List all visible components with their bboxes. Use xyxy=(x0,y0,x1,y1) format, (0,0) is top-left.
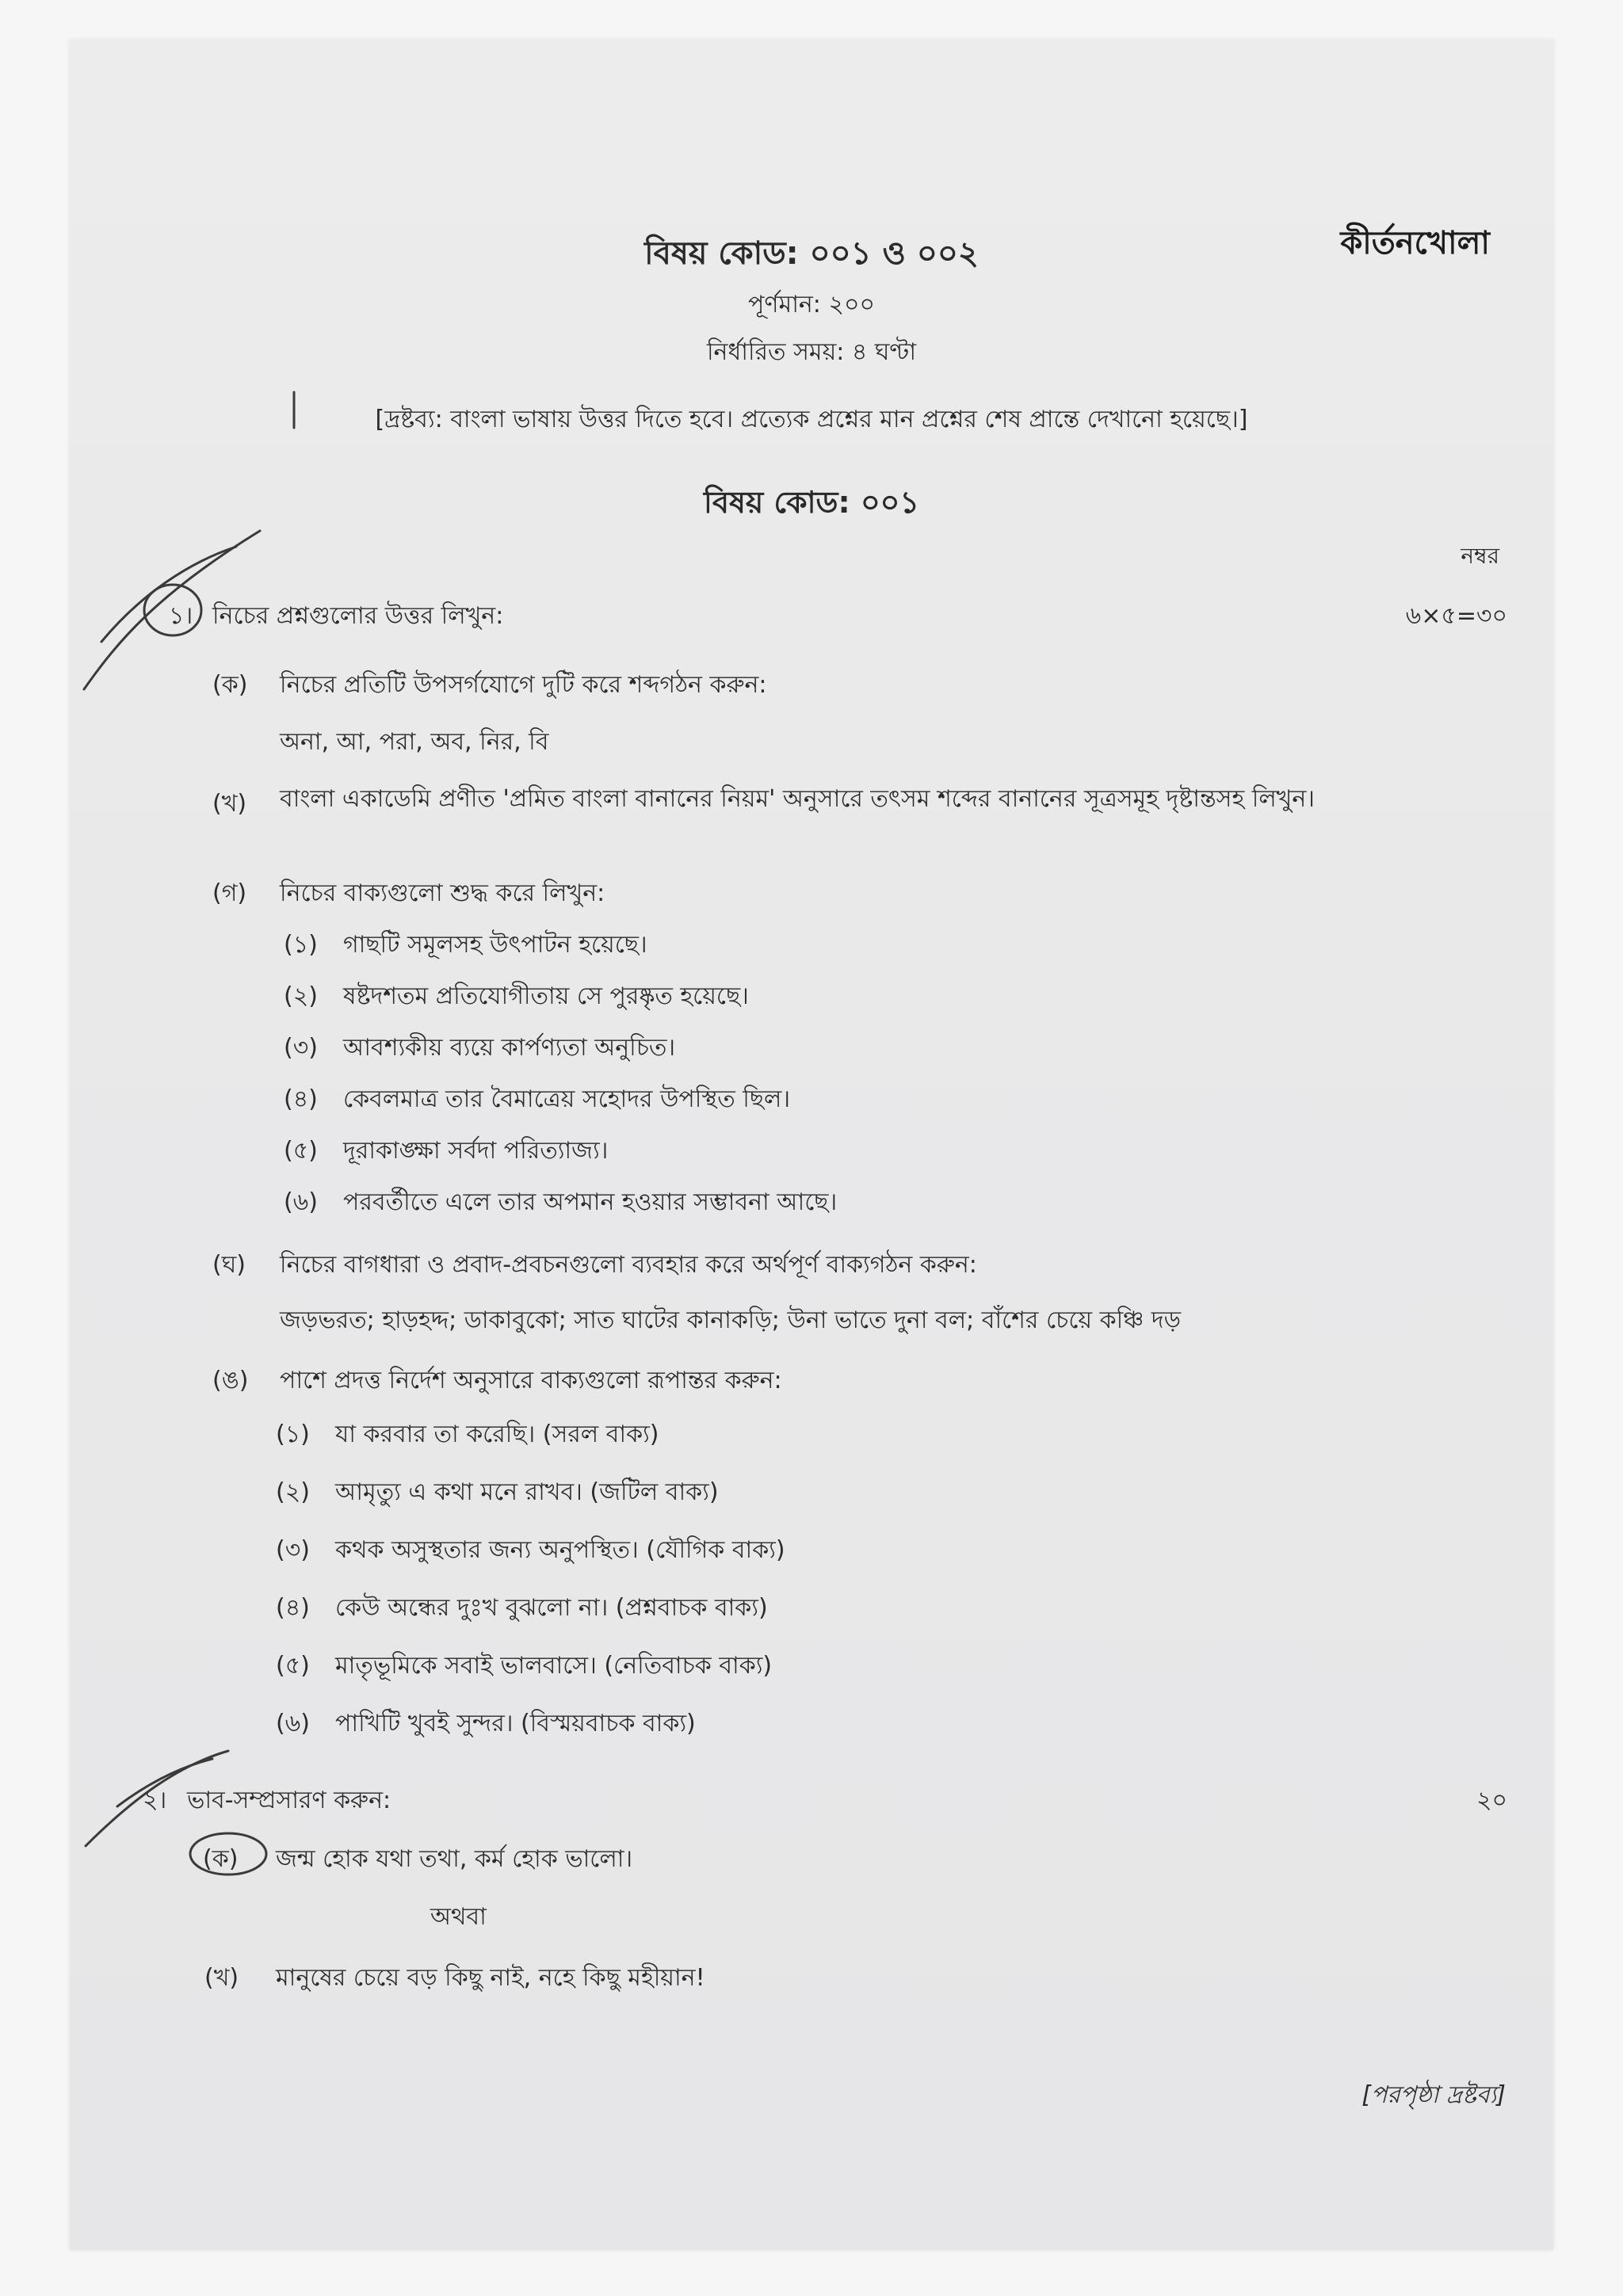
q1-ka-label: (ক) xyxy=(212,671,248,699)
q1-kha-text: বাংলা একাডেমি প্রণীত 'প্রমিত বাংলা বানানের নিয়ম' অনুসারে তৎসম শব্দের বানানের সূত্রসমূহ দৃষ্টান্তসহ লিখুন। xyxy=(280,785,1316,813)
q2-text: ভাব-সম্প্রসারণ করুন: xyxy=(187,1787,391,1814)
institution-stamp: কীর্তনখোলা xyxy=(1340,225,1490,261)
exam-paper xyxy=(70,40,1553,2250)
q1-uma-item-text: কথক অসুস্থতার জন্য অনুপস্থিত। (যৌগিক বাক্য) xyxy=(335,1536,785,1564)
q2-number: ২। xyxy=(143,1787,167,1814)
next-page-note: [পরপৃষ্ঠা দ্রষ্টব্য] xyxy=(1361,2081,1506,2109)
q1-uma-item-num: (৪) xyxy=(276,1594,310,1622)
q2-or: অথবা xyxy=(430,1903,487,1931)
q2-marks: ২০ xyxy=(1476,1787,1507,1814)
q1-marks: ৬×৫=৩০ xyxy=(1405,602,1507,630)
instruction-note: [দ্রষ্টব্য: বাংলা ভাষায় উত্তর দিতে হবে। প্রত্যেক প্রশ্নের মান প্রশ্নের শেষ প্রান্তে দেখানো হয়েছে।] xyxy=(375,406,1248,433)
q1-uma-item-text: কেউ অন্ধের দুঃখ বুঝলো না। (প্রশ্নবাচক বাক্য) xyxy=(335,1594,768,1622)
q1-kha-label: (খ) xyxy=(212,790,247,818)
q1-uma-item-text: আমৃত্যু এ কথা মনে রাখব। (জটিল বাক্য) xyxy=(335,1478,719,1506)
full-marks: পূর্ণমান: ২০০ xyxy=(748,291,875,318)
q1-ga-item-text: কেবলমাত্র তার বৈমাত্রেয় সহোদর উপস্থিত ছিল। xyxy=(343,1085,791,1113)
q1-ga-item-text: গাছটি সমূলসহ উৎপাটন হয়েছে। xyxy=(343,931,647,959)
q1-uma-item-num: (৬) xyxy=(276,1710,310,1737)
q1-uma-text: পাশে প্রদত্ত নির্দেশ অনুসারে বাক্যগুলো রূপান্তর করুন: xyxy=(280,1367,782,1394)
q1-ga-item-num: (১) xyxy=(284,931,318,959)
q1-ga-item-text: পরবর্তীতে এলে তার অপমান হওয়ার সম্ভাবনা আছে। xyxy=(343,1188,838,1216)
q1-ga-item-num: (৬) xyxy=(284,1188,318,1216)
q2-kha-label: (খ) xyxy=(204,1964,239,1992)
q1-uma-item-num: (৩) xyxy=(276,1536,310,1564)
q1-uma-item-text: যা করবার তা করেছি। (সরল বাক্য) xyxy=(335,1421,659,1448)
subject-code-title: বিষয় কোড: ০০১ ও ০০২ xyxy=(644,235,979,272)
q1-ga-item-num: (৩) xyxy=(284,1034,318,1062)
q2-ka-label: (ক) xyxy=(203,1845,239,1873)
q1-uma-label: (ঙ) xyxy=(212,1367,249,1394)
q1-gha-text: নিচের বাগধারা ও প্রবাদ-প্রবচনগুলো ব্যবহার করে অর্থপূর্ণ বাক্যগঠন করুন: xyxy=(280,1251,977,1279)
q1-uma-item-num: (৫) xyxy=(276,1652,310,1680)
q1-uma-item-text: পাখিটি খুবই সুন্দর। (বিস্ময়বাচক বাক্য) xyxy=(335,1710,696,1737)
q1-text: নিচের প্রশ্নগুলোর উত্তর লিখুন: xyxy=(212,602,504,630)
q1-uma-item-num: (১) xyxy=(276,1421,310,1448)
q1-ga-label: (গ) xyxy=(212,879,247,907)
q1-number: ১। xyxy=(169,602,193,630)
q1-ka-text: নিচের প্রতিটি উপসর্গযোগে দুটি করে শব্দগঠন করুন: xyxy=(280,671,767,699)
q2-kha-text: মানুষের চেয়ে বড় কিছু নাই, নহে কিছু মহীয়ান! xyxy=(276,1964,705,1992)
q2-ka-text: জন্ম হোক যথা তথা, কর্ম হোক ভালো। xyxy=(276,1845,633,1873)
q1-ga-text: নিচের বাক্যগুলো শুদ্ধ করে লিখুন: xyxy=(280,879,605,907)
time-allowed: নির্ধারিত সময়: ৪ ঘণ্টা xyxy=(706,338,917,366)
q1-gha-label: (ঘ) xyxy=(212,1251,246,1279)
q1-gha-items: জড়ভরত; হাড়হদ্দ; ডাকাবুকো; সাত ঘাটের কানাকড়ি; উনা ভাতে দুনা বল; বাঁশের চেয়ে কঞ্চি দড় xyxy=(280,1306,1182,1334)
q1-ga-item-num: (২) xyxy=(284,982,318,1010)
q1-ga-item-num: (৪) xyxy=(284,1085,318,1113)
q1-ga-item-text: আবশ্যকীয় ব্যয়ে কার্পণ্যতা অনুচিত। xyxy=(343,1034,676,1062)
q1-ga-item-num: (৫) xyxy=(284,1137,318,1165)
marks-heading: নম্বর xyxy=(1461,543,1499,569)
q1-ka-items: অনা, আ, পরা, অব, নির, বি xyxy=(280,728,549,756)
section-subject-code: বিষয় কোড: ০০১ xyxy=(703,485,920,520)
q1-uma-item-num: (২) xyxy=(276,1478,310,1506)
q1-ga-item-text: ষষ্টদশতম প্রতিযোগীতায় সে পুরষ্কৃত হয়েছে। xyxy=(343,982,749,1010)
q1-uma-item-text: মাতৃভূমিকে সবাই ভালবাসে। (নেতিবাচক বাক্য) xyxy=(335,1652,773,1680)
q1-ga-item-text: দূরাকাঙ্ক্ষা সর্বদা পরিত্যাজ্য। xyxy=(343,1137,609,1165)
